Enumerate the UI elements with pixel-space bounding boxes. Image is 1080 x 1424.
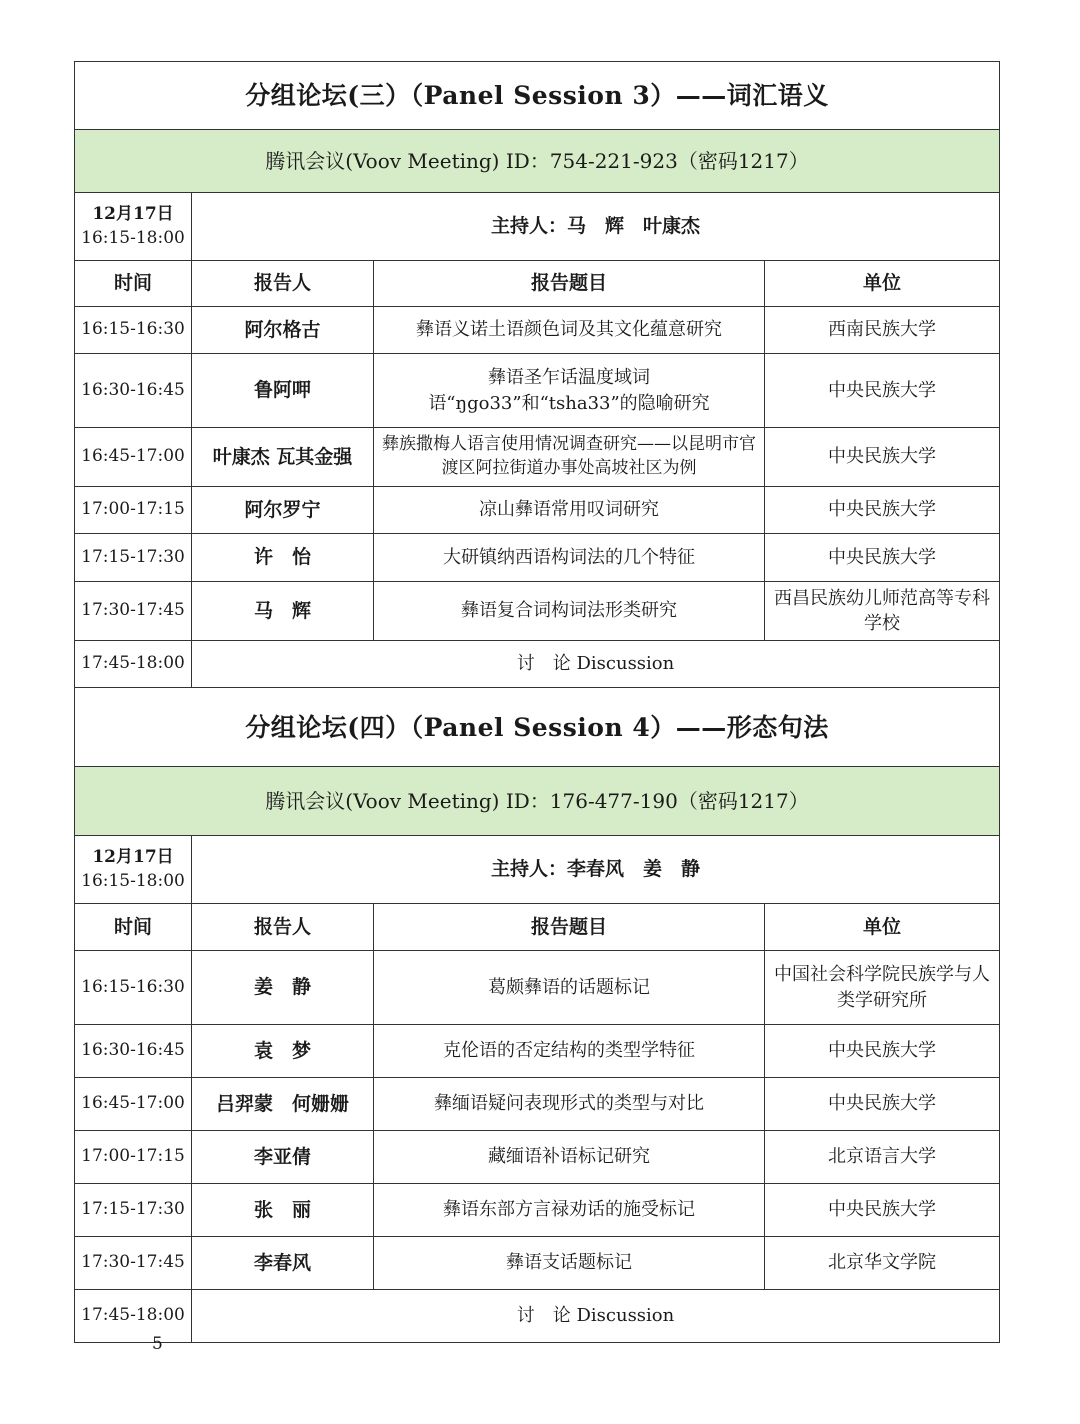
session-time-range: 16:15-18:00 bbox=[81, 870, 185, 891]
header-time: 时间 bbox=[75, 904, 192, 951]
discussion-label: 讨 论 Discussion bbox=[192, 1290, 1000, 1343]
row-unit: 中央民族大学 bbox=[765, 1025, 1000, 1078]
table-row bbox=[75, 1237, 1000, 1290]
header-time: 时间 bbox=[75, 261, 192, 307]
header-unit: 单位 bbox=[765, 261, 1000, 307]
header-topic: 报告题目 bbox=[374, 261, 765, 307]
row-time: 16:15-16:30 bbox=[75, 951, 192, 1025]
session-chair: 主持人：马 辉 叶康杰 bbox=[192, 193, 1000, 261]
page-number: 5 bbox=[152, 1334, 163, 1354]
table-row bbox=[75, 354, 1000, 428]
row-speaker: 阿尔格古 bbox=[192, 307, 374, 354]
session-date: 12月17日 bbox=[92, 203, 174, 224]
table-row bbox=[75, 951, 1000, 1025]
row-unit: 中央民族大学 bbox=[765, 354, 1000, 428]
header-unit: 单位 bbox=[765, 904, 1000, 951]
row-unit: 中央民族大学 bbox=[765, 1078, 1000, 1131]
table-row bbox=[75, 582, 1000, 641]
row-time: 17:15-17:30 bbox=[75, 534, 192, 582]
row-speaker: 姜 静 bbox=[192, 951, 374, 1025]
row-time: 16:30-16:45 bbox=[75, 1025, 192, 1078]
meeting-info: 腾讯会议(Voov Meeting) ID：176-477-190（密码1217） bbox=[75, 767, 1000, 836]
row-speaker: 鲁阿呷 bbox=[192, 354, 374, 428]
row-topic: 藏缅语补语标记研究 bbox=[374, 1131, 765, 1184]
discussion-time: 17:45-18:00 bbox=[75, 641, 192, 688]
table-row bbox=[75, 534, 1000, 582]
table-row bbox=[75, 1025, 1000, 1078]
row-topic: 彝语义诺土语颜色词及其文化蕴意研究 bbox=[374, 307, 765, 354]
row-time: 17:15-17:30 bbox=[75, 1184, 192, 1237]
row-time: 17:00-17:15 bbox=[75, 1131, 192, 1184]
discussion-label: 讨 论 Discussion bbox=[192, 641, 1000, 688]
row-speaker: 叶康杰 瓦其金强 bbox=[192, 428, 374, 487]
row-time: 17:00-17:15 bbox=[75, 487, 192, 534]
row-speaker: 吕羿蒙 何姗姗 bbox=[192, 1078, 374, 1131]
row-time: 16:45-17:00 bbox=[75, 428, 192, 487]
header-topic: 报告题目 bbox=[374, 904, 765, 951]
row-time: 16:45-17:00 bbox=[75, 1078, 192, 1131]
table-row bbox=[75, 428, 1000, 487]
row-unit: 中央民族大学 bbox=[765, 487, 1000, 534]
session-title: 分组论坛(三）（Panel Session 3）——词汇语义 bbox=[75, 62, 1000, 130]
row-unit: 中国社会科学院民族学与人类学研究所 bbox=[765, 951, 1000, 1025]
row-speaker: 马 辉 bbox=[192, 582, 374, 641]
row-speaker: 李亚倩 bbox=[192, 1131, 374, 1184]
row-unit: 中央民族大学 bbox=[765, 1184, 1000, 1237]
row-speaker: 张 丽 bbox=[192, 1184, 374, 1237]
row-topic: 彝语支话题标记 bbox=[374, 1237, 765, 1290]
row-topic: 克伦语的否定结构的类型学特征 bbox=[374, 1025, 765, 1078]
table-row bbox=[75, 1131, 1000, 1184]
table-row bbox=[75, 1184, 1000, 1237]
discussion-row bbox=[75, 641, 1000, 688]
table-header-row bbox=[75, 261, 1000, 307]
row-topic: 凉山彝语常用叹词研究 bbox=[374, 487, 765, 534]
session-title: 分组论坛(四）（Panel Session 4）——形态句法 bbox=[75, 688, 1000, 767]
table-header-row bbox=[75, 904, 1000, 951]
row-unit: 中央民族大学 bbox=[765, 428, 1000, 487]
row-topic: 葛颇彝语的话题标记 bbox=[374, 951, 765, 1025]
discussion-time: 17:45-18:00 bbox=[75, 1290, 192, 1343]
row-time: 17:30-17:45 bbox=[75, 1237, 192, 1290]
row-topic: 大研镇纳西语构词法的几个特征 bbox=[374, 534, 765, 582]
row-unit: 西昌民族幼儿师范高等专科学校 bbox=[765, 582, 1000, 641]
row-topic: 彝语复合词构词法形类研究 bbox=[374, 582, 765, 641]
row-time: 16:30-16:45 bbox=[75, 354, 192, 428]
row-topic: 彝缅语疑问表现形式的类型与对比 bbox=[374, 1078, 765, 1131]
row-topic: 彝语东部方言禄劝话的施受标记 bbox=[374, 1184, 765, 1237]
row-time: 16:15-16:30 bbox=[75, 307, 192, 354]
row-topic: 彝族撒梅人语言使用情况调查研究——以昆明市官渡区阿拉街道办事处高坡社区为例 bbox=[374, 428, 765, 487]
row-unit: 西南民族大学 bbox=[765, 307, 1000, 354]
header-speaker: 报告人 bbox=[192, 261, 374, 307]
row-unit: 北京语言大学 bbox=[765, 1131, 1000, 1184]
row-unit: 中央民族大学 bbox=[765, 534, 1000, 582]
row-speaker: 李春风 bbox=[192, 1237, 374, 1290]
meeting-info: 腾讯会议(Voov Meeting) ID：754-221-923（密码1217） bbox=[75, 130, 1000, 193]
session-chair: 主持人：李春风 姜 静 bbox=[192, 836, 1000, 904]
discussion-row bbox=[75, 1290, 1000, 1343]
row-time: 17:30-17:45 bbox=[75, 582, 192, 641]
session-datetime bbox=[75, 836, 192, 904]
session-time-range: 16:15-18:00 bbox=[81, 227, 185, 248]
row-speaker: 许 怡 bbox=[192, 534, 374, 582]
table-row bbox=[75, 1078, 1000, 1131]
header-speaker: 报告人 bbox=[192, 904, 374, 951]
table-row bbox=[75, 487, 1000, 534]
row-topic: 彝语圣乍话温度域词语“ŋgo33”和“tsha33”的隐喻研究 bbox=[374, 354, 765, 428]
session-date: 12月17日 bbox=[92, 846, 174, 867]
row-speaker: 袁 梦 bbox=[192, 1025, 374, 1078]
table-row bbox=[75, 307, 1000, 354]
row-unit: 北京华文学院 bbox=[765, 1237, 1000, 1290]
session-datetime bbox=[75, 193, 192, 261]
program-table bbox=[74, 61, 1000, 1343]
row-speaker: 阿尔罗宁 bbox=[192, 487, 374, 534]
